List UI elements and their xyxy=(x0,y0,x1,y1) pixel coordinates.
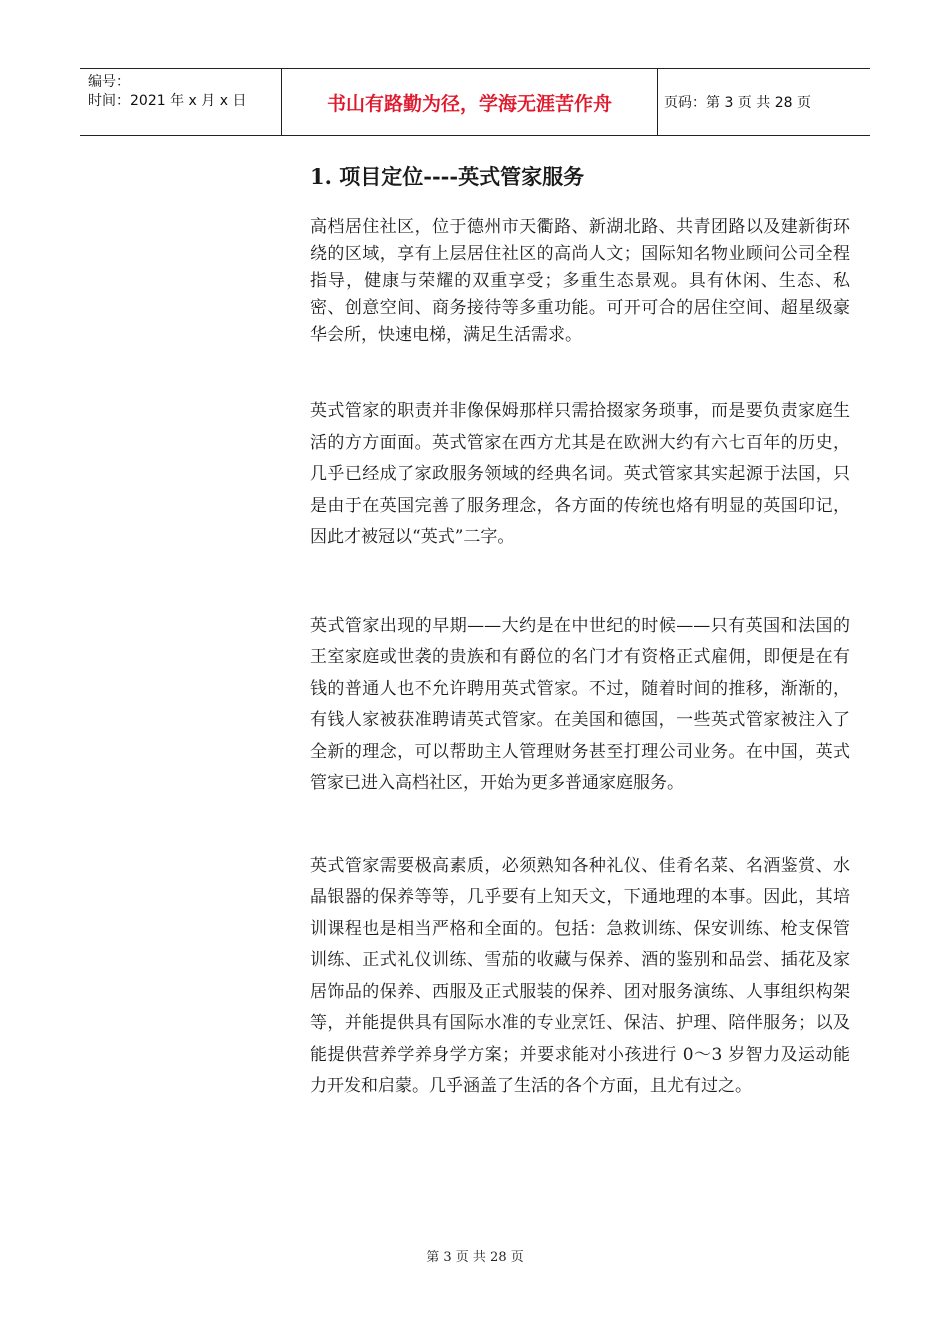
header-motto: 书山有路勤为径，学海无涯苦作舟 xyxy=(282,69,658,135)
paragraph: 英式管家出现的早期——大约是在中世纪的时候——只有英国和法国的王室家庭或世袭的贵族和有爵位的名门才有资格正式雇佣，即便是在有钱的普通人也不允许聘用英式管家。不过，随着时间的推移，渐渐的，有钱人家被获准聘请英式管家。在美国和德国，一些英式管家被注入了全新的理念，可以帮助主人管理财务甚至打理公司业务。在中国，英式管家已进入高档社区，开始为更多普通家庭服务。 xyxy=(310,615,850,793)
document-number-label: 编号： xyxy=(88,74,130,90)
header-page-info: 页码：第 3 页 共 28 页 xyxy=(664,95,811,111)
header-meta xyxy=(80,69,282,135)
paragraph: 高档居住社区，位于德州市天衢路、新湖北路、共青团路以及建新街环绕的区域，享有上层居住社区的高尚人文；国际知名物业顾问公司全程指导，健康与荣耀的双重享受；多重生态景观。具有休闲、生态、私密、创意空间、商务接待等多重功能。可开可合的居住空间、超星级豪华会所，快速电梯，满足生活需求。 xyxy=(310,217,850,345)
paragraph: 英式管家的职责并非像保姆那样只需拾掇家务琐事，而是要负责家庭生活的方方面面。英式管家在西方尤其是在欧洲大约有六七百年的历史，几乎已经成了家政服务领域的经典名词。英式管家其实起源于法国，只是由于在英国完善了服务理念，各方面的传统也烙有明显的英国印记，因此才被冠以“英式”二字。 xyxy=(310,401,850,547)
page-header xyxy=(80,68,870,136)
paragraph: 英式管家需要极高素质，必须熟知各种礼仪、佳肴名菜、名酒鉴赏、水晶银器的保养等等，几乎要有上知天文，下通地理的本事。因此，其培训课程也是相当严格和全面的。包括：急救训练、保安训练、枪支保管训练、正式礼仪训练、雪茄的收藏与保养、酒的鉴别和品尝、插花及家居饰品的保养、西服及正式服装的保养、团对服务演练、人事组织构架等，并能提供具有国际水准的专业烹饪、保洁、护理、陪伴服务；以及能提供营养学养身学方案；并要求能对小孩进行 0～3 岁智力及运动能力开发和启蒙。几乎涵盖了生活的各个方面，且尤有过之。 xyxy=(310,855,850,1096)
document-time: 时间：2021 年 x 月 x 日 xyxy=(88,93,247,109)
page-footer: 第 3 页 共 28 页 xyxy=(426,1250,524,1265)
section-title: 1. 项目定位----英式管家服务 xyxy=(310,164,585,189)
document-body xyxy=(310,162,850,1103)
